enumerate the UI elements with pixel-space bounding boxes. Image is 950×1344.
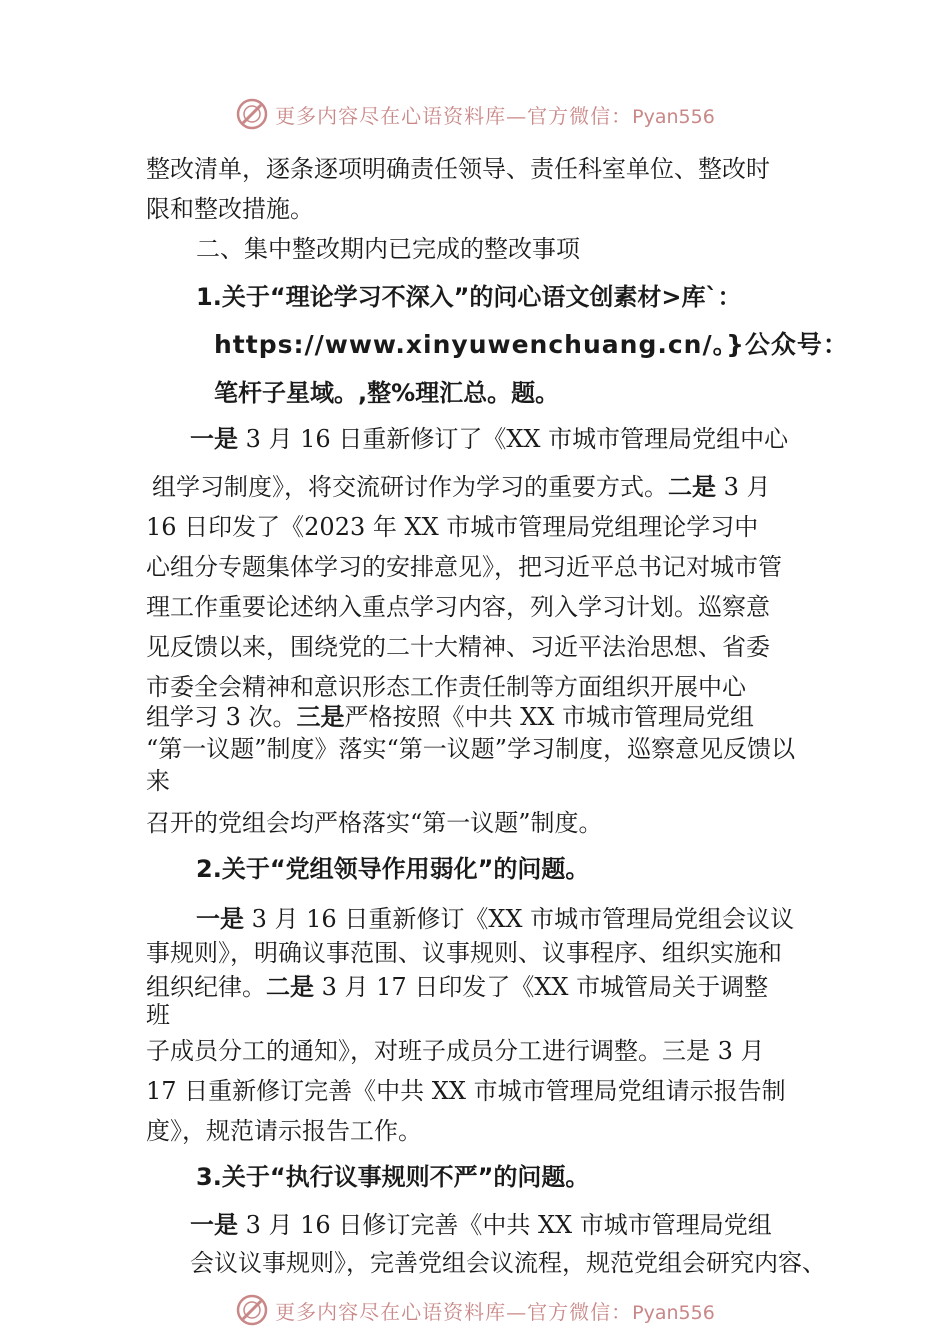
text-line	[146, 194, 314, 224]
text-run: 二、集中整改期内已完成的整改事项	[196, 235, 580, 263]
section-heading	[214, 378, 559, 408]
section-heading	[196, 282, 741, 312]
text-run: 市委全会精神和意识形态工作责任制等方面组织开展中心	[146, 673, 746, 701]
text-run: 度》，规范请示报告工作。	[146, 1117, 422, 1145]
text-line	[146, 512, 758, 542]
text-run: 整改清单，逐条逐项明确责任领导、责任科室单位、整改时	[146, 155, 770, 183]
bold-run: 三是	[296, 703, 345, 731]
text-run: 组学习 3 次。	[146, 703, 297, 731]
seal-logo-icon	[235, 1293, 269, 1327]
text-run: 限和整改措施。	[146, 195, 314, 223]
text-line	[146, 808, 603, 838]
text-run: 3 月 16 日重新修订了《XX 市城市管理局党组中心	[238, 425, 789, 453]
text-run: 严格按照《中共 XX 市城市管理局党组	[344, 703, 754, 731]
text-line	[146, 1000, 170, 1030]
text-line	[146, 1036, 765, 1066]
text-line	[146, 592, 770, 622]
bold-run: 笔杆子星域。,整%理汇总。题。	[214, 379, 560, 407]
text-run: 3 月 16 日重新修订《XX 市城市管理局党组会议议	[244, 905, 795, 933]
text-line	[146, 766, 170, 796]
bold-run: https://www.xinyuwenchuang.cn/。}公众号：	[214, 330, 849, 359]
bold-run: 二是	[266, 973, 314, 1001]
text-line	[146, 972, 768, 1002]
header-watermark-banner	[0, 94, 950, 134]
text-line	[152, 472, 771, 502]
text-line	[190, 424, 788, 454]
section-heading	[196, 854, 589, 884]
text-line	[146, 938, 782, 968]
bold-run: 二是	[668, 473, 716, 501]
bold-run: 1.关于“理论学习不深入”的问心语文创素材>库`：	[196, 283, 742, 311]
watermark-text: 更多内容尽在心语资料库—官方微信：Pyan556	[275, 1299, 715, 1324]
text-run: 会议议事规则》，完善党组会议流程，规范党组会研究内容、	[190, 1249, 826, 1277]
section-heading-url	[214, 330, 849, 360]
text-line	[146, 552, 782, 582]
text-line	[146, 734, 795, 764]
text-run: 召开的党组会均严格落实“第一议题”制度。	[146, 809, 603, 837]
text-run: 17 日重新修订完善《中共 XX 市城市管理局党组请示报告制	[146, 1077, 786, 1105]
text-run: “第一议题”制度》落实“第一议题”学习制度，巡察意见反馈以	[146, 735, 796, 763]
footer-watermark-banner	[0, 1290, 950, 1330]
text-run: 组学习制度》，将交流研讨作为学习的重要方式。	[152, 473, 668, 501]
bold-run: 一是	[190, 1211, 238, 1239]
text-run: 组织纪律。	[146, 973, 266, 1001]
text-run: 事规则》，明确议事范围、议事规则、议事程序、组织实施和	[146, 939, 782, 967]
seal-logo-icon	[235, 97, 269, 131]
bold-run: 2.关于“党组领导作用弱化”的问题。	[196, 855, 590, 883]
text-run: 班	[146, 1001, 170, 1029]
bold-run: 3.关于“执行议事规则不严”的问题。	[196, 1163, 590, 1191]
text-run: 3 月 16 日修订完善《中共 XX 市城市管理局党组	[238, 1211, 772, 1239]
text-run: 子成员分工的通知》，对班子成员分工进行调整。三是 3 月	[146, 1037, 765, 1065]
text-run: 3 月 17 日印发了《XX 市城管局关于调整	[314, 973, 769, 1001]
text-line	[146, 1116, 422, 1146]
text-line	[146, 154, 770, 184]
bold-run: 一是	[190, 425, 238, 453]
text-run: 见反馈以来，围绕党的二十大精神、习近平法治思想、省委	[146, 633, 770, 661]
text-line	[146, 1076, 786, 1106]
text-line	[196, 234, 580, 264]
text-line	[196, 904, 794, 934]
text-line	[190, 1210, 772, 1240]
section-heading	[196, 1162, 589, 1192]
text-run: 3 月	[716, 473, 771, 501]
bold-run: 一是	[196, 905, 244, 933]
text-run: 来	[146, 767, 170, 795]
text-run: 心组分专题集体学习的安排意见》，把习近平总书记对城市管	[146, 553, 782, 581]
text-line	[146, 672, 746, 702]
text-line	[146, 702, 754, 732]
wechat-id: Pyan556	[632, 105, 715, 128]
wechat-id: Pyan556	[632, 1301, 715, 1324]
text-run: 理工作重要论述纳入重点学习内容，列入学习计划。巡察意	[146, 593, 770, 621]
text-run: 16 日印发了《2023 年 XX 市城市管理局党组理论学习中	[146, 513, 759, 541]
text-line	[190, 1248, 826, 1278]
text-line	[146, 632, 770, 662]
watermark-text: 更多内容尽在心语资料库—官方微信：Pyan556	[275, 103, 715, 128]
